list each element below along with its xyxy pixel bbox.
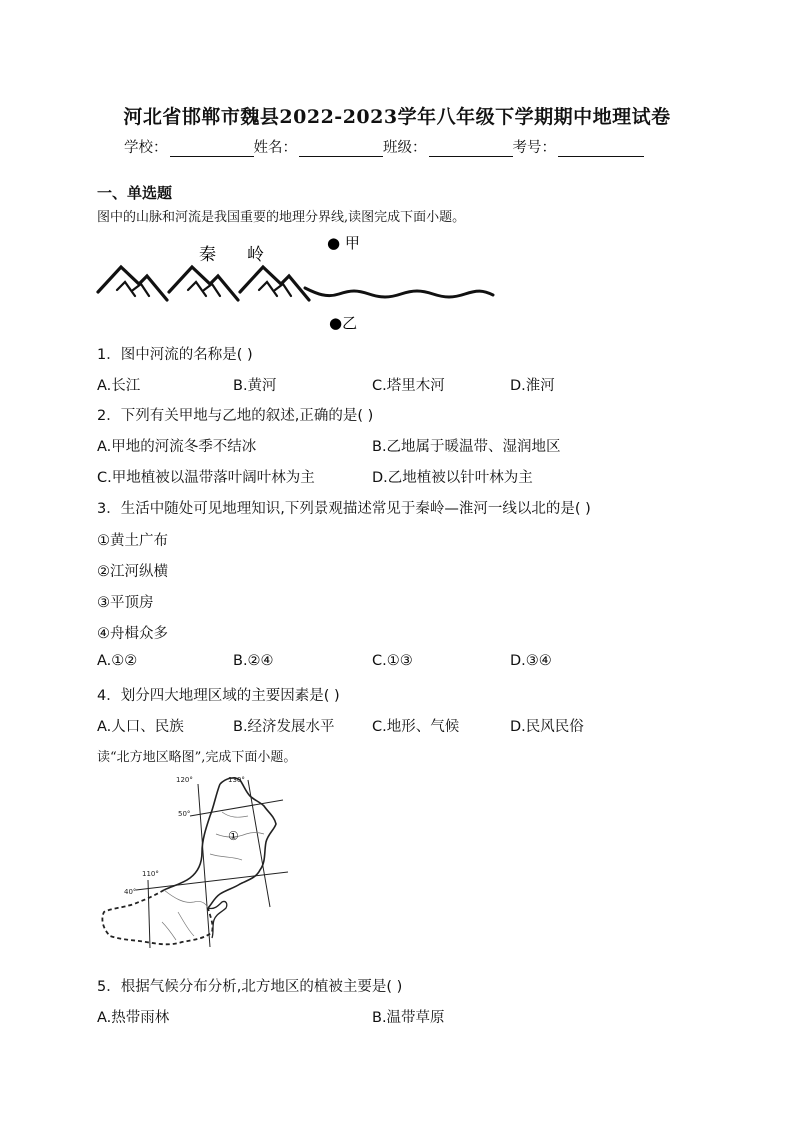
q4-option-d[interactable]: D.民风民俗	[510, 719, 584, 735]
name-field[interactable]	[254, 136, 384, 157]
dashed-boundary	[102, 890, 212, 944]
lon-120-label: 120°	[176, 776, 193, 784]
question-4-stem: 4．划分四大地理区域的主要因素是( )	[97, 688, 340, 704]
number-label: 考号：	[512, 140, 556, 156]
name-label: 姓名：	[253, 140, 297, 156]
school-field[interactable]	[124, 136, 254, 157]
q4-option-a[interactable]: A.人口、民族	[97, 719, 184, 735]
lon-110-label: 110°	[142, 870, 159, 878]
class-blank[interactable]	[429, 142, 513, 157]
north-china-map	[98, 772, 298, 952]
student-info-row	[124, 136, 644, 157]
number-field[interactable]	[513, 136, 645, 157]
lat-50-line	[190, 800, 283, 816]
lat-40-label: 40°	[124, 888, 137, 896]
q2-option-c[interactable]: C.甲地植被以温带落叶阔叶林为主	[97, 470, 315, 486]
lon-130-line	[248, 780, 270, 907]
mountain-3	[240, 267, 309, 300]
q3-item-2: ②江河纵横	[97, 564, 168, 580]
river-line	[305, 288, 493, 297]
number-blank[interactable]	[558, 142, 644, 157]
intro-text-1: 图中的山脉和河流是我国重要的地理分界线,读图完成下面小题。	[97, 210, 466, 225]
question-5-stem: 5．根据气候分布分析,北方地区的植被主要是( )	[97, 979, 403, 995]
mountain-1	[98, 267, 167, 300]
mountain-3-ridge	[259, 282, 291, 296]
mountain-2-ridge	[188, 282, 220, 296]
question-3-stem: 3．生活中随处可见地理知识,下列景观描述常见于秦岭—淮河一线以北的是( )	[97, 501, 591, 517]
q3-option-c[interactable]: C.①③	[372, 653, 413, 669]
region-outline-west	[164, 784, 220, 890]
q5-option-b[interactable]: B.温带草原	[372, 1010, 445, 1026]
question-2-stem: 2．下列有关甲地与乙地的叙述,正确的是( )	[97, 408, 374, 424]
class-field[interactable]	[383, 136, 513, 157]
q1-option-b[interactable]: B.黄河	[233, 378, 277, 394]
page-title: 河北省邯郸市魏县2022-2023学年八年级下学期期中地理试卷	[123, 106, 671, 128]
q3-item-3: ③平顶房	[97, 595, 154, 611]
q1-option-c[interactable]: C.塔里木河	[372, 378, 445, 394]
lon-130-label: 130°	[228, 776, 245, 784]
region-outline-northeast	[208, 778, 276, 908]
coastline	[208, 901, 227, 938]
school-label: 学校：	[124, 140, 168, 156]
qinling-huaihe-figure	[95, 232, 515, 332]
label-qin: 秦	[199, 245, 216, 265]
question-1-stem: 1．图中河流的名称是( )	[97, 347, 253, 363]
name-blank[interactable]	[299, 142, 383, 157]
intro-text-2: 读“北方地区略图”,完成下面小题。	[97, 750, 297, 765]
q3-option-b[interactable]: B.②④	[233, 653, 274, 669]
lat-50-label: 50°	[178, 810, 191, 818]
mountain-2	[169, 267, 238, 300]
label-ling: 岭	[247, 245, 264, 265]
q2-option-a[interactable]: A.甲地的河流冬季不结冰	[97, 439, 257, 455]
q1-option-d[interactable]: D.淮河	[510, 378, 555, 394]
q3-option-a[interactable]: A.①②	[97, 653, 138, 669]
q3-option-d[interactable]: D.③④	[510, 653, 552, 669]
q4-option-c[interactable]: C.地形、气候	[372, 719, 460, 735]
class-label: 班级：	[383, 140, 427, 156]
label-jia: ● 甲	[327, 234, 360, 252]
school-blank[interactable]	[170, 142, 254, 157]
q2-option-d[interactable]: D.乙地植被以针叶林为主	[372, 470, 533, 486]
lon-110-line	[148, 880, 150, 948]
label-yi: ●乙	[329, 314, 358, 332]
section-heading: 一、单选题	[97, 184, 173, 202]
q3-item-4: ④舟楫众多	[97, 626, 168, 642]
q2-option-b[interactable]: B.乙地属于暖温带、湿润地区	[372, 439, 561, 455]
q3-item-1: ①黄土广布	[97, 533, 168, 549]
q4-option-b[interactable]: B.经济发展水平	[233, 719, 335, 735]
province-border-1	[162, 812, 264, 940]
mountain-1-ridge	[117, 282, 149, 296]
region-marker: ①	[228, 829, 239, 843]
q5-option-a[interactable]: A.热带雨林	[97, 1010, 170, 1026]
q1-option-a[interactable]: A.长江	[97, 378, 141, 394]
